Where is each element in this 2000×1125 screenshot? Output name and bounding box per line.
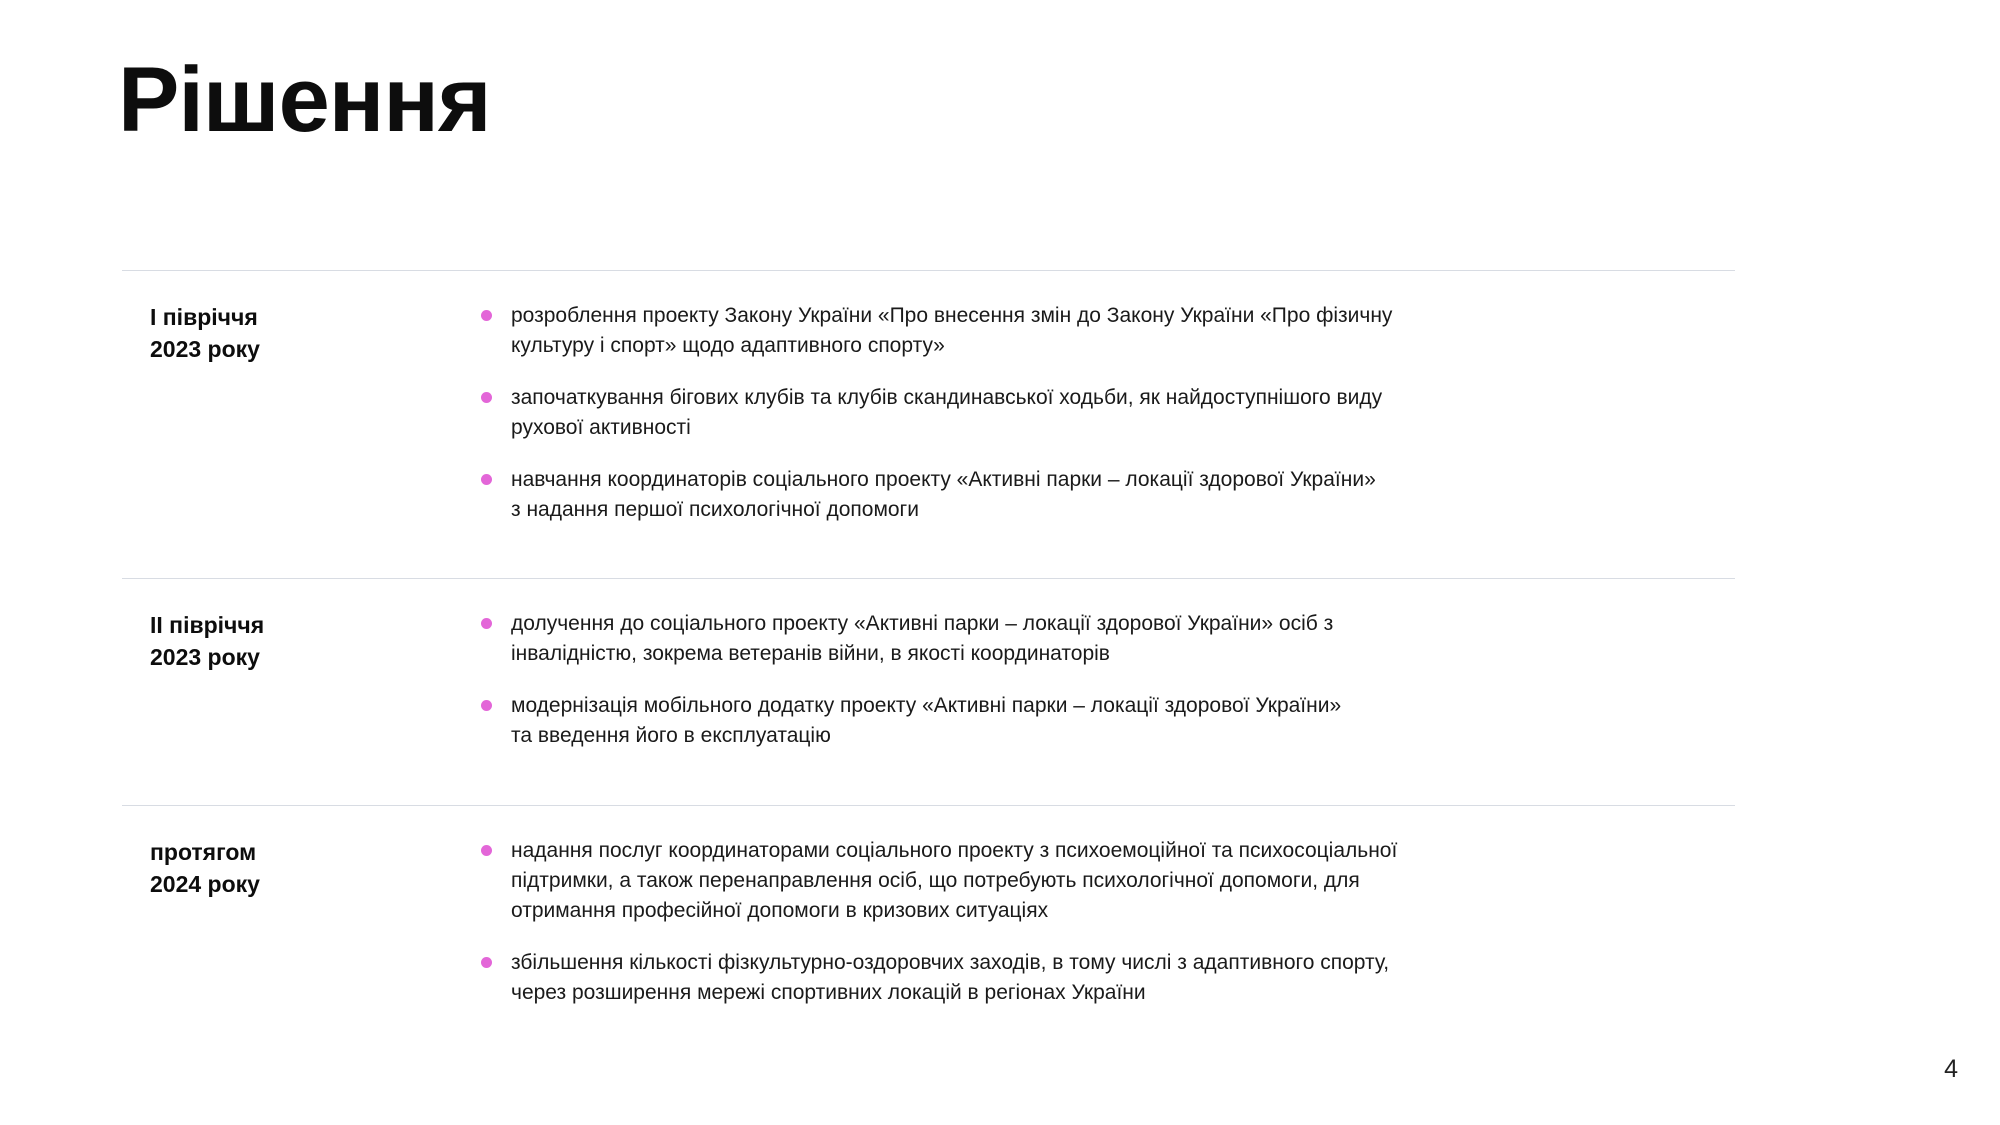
timeline-section-h2-2023 [122, 578, 1735, 805]
bullet-item [481, 691, 1735, 751]
bullet-text: збільшення кількості фізкультурно-оздоровчих заходів, в тому числі з адаптивного спорту, через розширення мережі спортивних локацій в регіонах України [511, 951, 1390, 1004]
page-number: 4 [1944, 1055, 1958, 1083]
bullet-item [481, 465, 1735, 525]
bullet-list [481, 609, 1735, 805]
bullet-dot-icon [481, 700, 492, 711]
timeline-section-h1-2023 [122, 270, 1735, 578]
bullet-text: розроблення проекту Закону України «Про внесення змін до Закону України «Про фізичну культуру і спорт» щодо адаптивного спорту» [511, 304, 1393, 357]
bullet-list [481, 301, 1735, 578]
bullet-text: долучення до соціального проекту «Активні парки – локації здорової України» осіб з інвалідністю, зокрема ветеранів війни, в якості координаторів [511, 612, 1334, 665]
period-label: протягом 2024 року [150, 839, 260, 897]
bullet-dot-icon [481, 845, 492, 856]
bullet-text: навчання координаторів соціального проекту «Активні парки – локації здорової України» з надання першої психологічної допомоги [511, 468, 1376, 521]
bullet-dot-icon [481, 310, 492, 321]
bullet-list [481, 836, 1735, 1035]
timeline-section-2024 [122, 805, 1735, 1035]
bullet-dot-icon [481, 392, 492, 403]
timeline [122, 270, 1735, 1035]
bullet-dot-icon [481, 618, 492, 629]
bullet-item [481, 301, 1735, 361]
slide-title: Рішення [118, 49, 491, 151]
bullet-item [481, 609, 1735, 669]
bullet-text: модернізація мобільного додатку проекту «Активні парки – локації здорової України» та введення його в експлуатацію [511, 694, 1342, 747]
bullet-dot-icon [481, 957, 492, 968]
bullet-item [481, 836, 1735, 926]
period-label: І півріччя 2023 року [150, 304, 260, 362]
bullet-text: започаткування бігових клубів та клубів скандинавської ходьби, як найдоступнішого виду рухової активності [511, 386, 1383, 439]
bullet-item [481, 383, 1735, 443]
bullet-dot-icon [481, 474, 492, 485]
period-label: ІІ півріччя 2023 року [150, 612, 265, 670]
bullet-text: надання послуг координаторами соціального проекту з психоемоційної та психосоціальної підтримки, а також перенаправлення осіб, що потребують психологічної допомоги, для отримання професійної допомоги в кризових ситуаціях [511, 839, 1398, 922]
bullet-item [481, 948, 1735, 1008]
